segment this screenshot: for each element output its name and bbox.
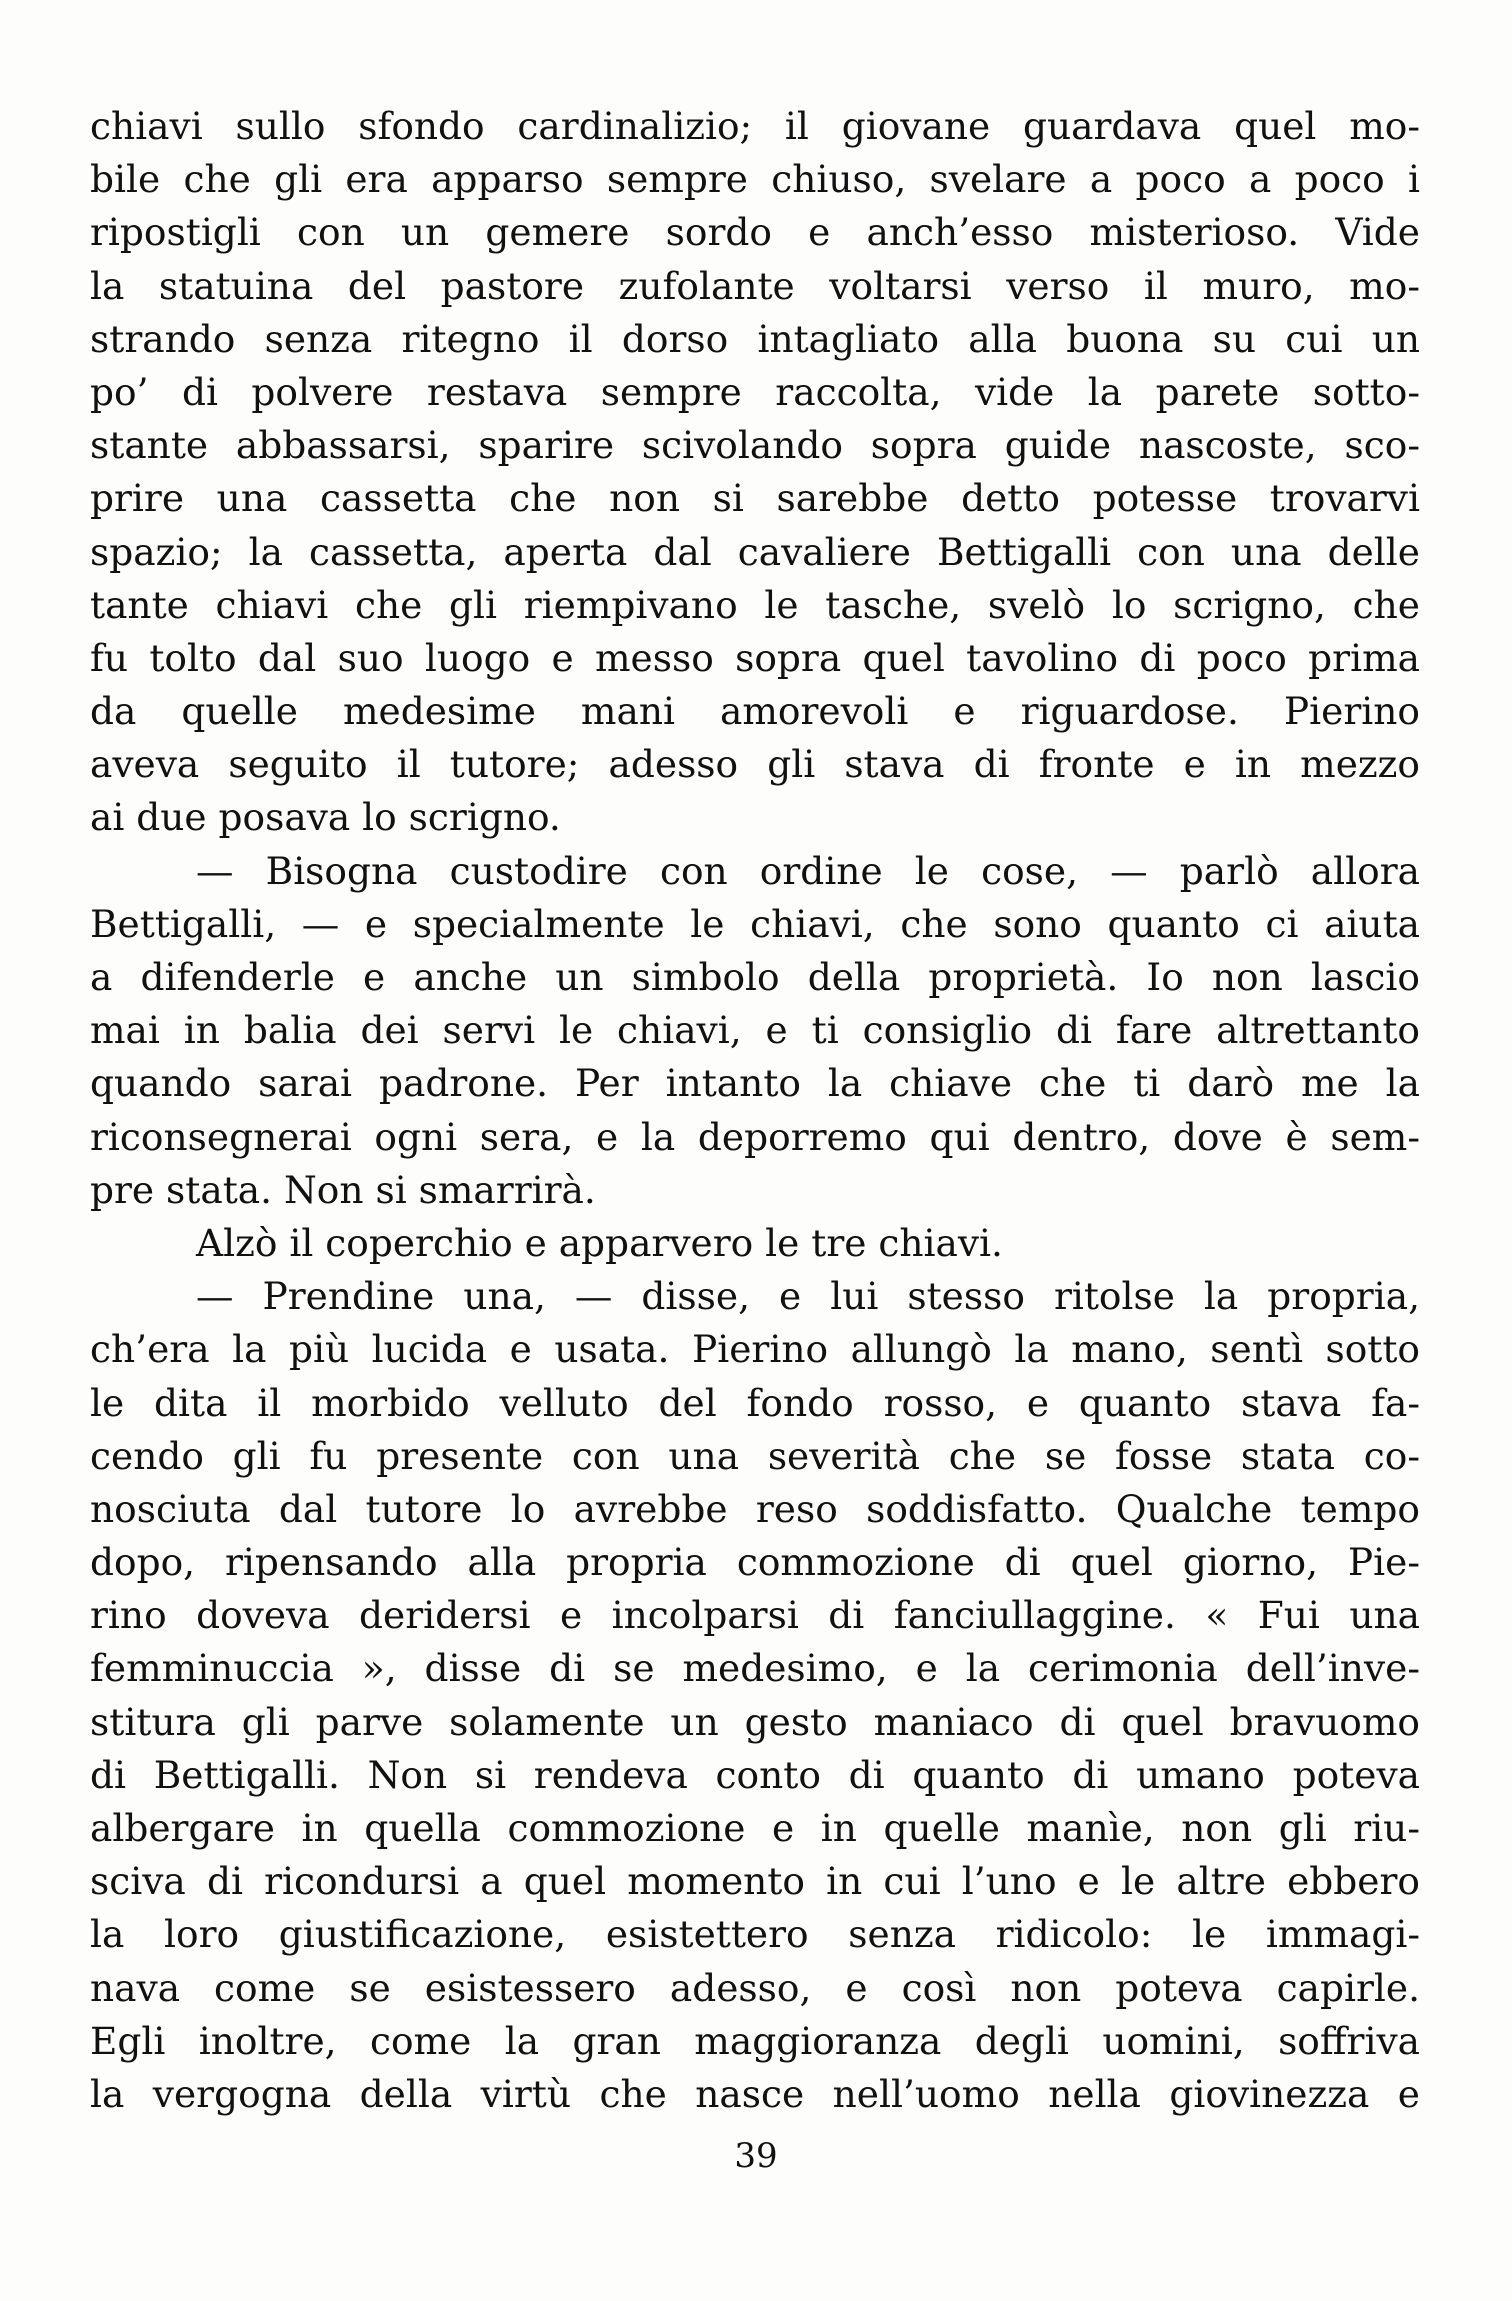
text-line: le dita il morbido velluto del fondo rosso, e quanto stava fa- [90, 1380, 1420, 1425]
text-line: a difenderle e anche un simbolo della proprietà. Io non lascio [90, 955, 1420, 999]
text-line: — Prendine una, — disse, e lui stesso ritolse la propria, [196, 1274, 1420, 1319]
text-line: sciva di ricondursi a quel momento in cui l’uno e le altre ebbero [90, 1859, 1420, 1904]
text-line: Alzò il coperchio e apparvero le tre chiavi. [196, 1220, 1003, 1265]
text-line: Bettigalli, — e specialmente le chiavi, che sono quanto ci aiuta [90, 901, 1420, 946]
text-line: aveva seguito il tutore; adesso gli stava di fronte e in mezzo [90, 742, 1420, 787]
text-line: albergare in quella commozione e in quelle manìe, non gli riu- [90, 1806, 1420, 1850]
text-line: la loro giustificazione, esistettero senza ridicolo: le immagi- [90, 1912, 1420, 1957]
text-line: la statuina del pastore zufolante voltarsi verso il muro, mo- [90, 263, 1420, 308]
text-line: fu tolto dal suo luogo e messo sopra quel tavolino di poco prima [90, 635, 1420, 680]
text-line: stante abbassarsi, sparire scivolando sopra guide nascoste, sco- [90, 423, 1420, 468]
text-line: quando sarai padrone. Per intanto la chiave che ti darò me la [90, 1061, 1420, 1106]
text-line: cendo gli fu presente con una severità che se fosse stata co- [90, 1433, 1420, 1478]
text-line: da quelle medesime mani amorevoli e riguardose. Pierino [90, 689, 1420, 734]
text-line: ripostigli con un gemere sordo e anch’esso misterioso. Vide [90, 210, 1420, 255]
text-line: di Bettigalli. Non si rendeva conto di quanto di umano poteva [90, 1752, 1420, 1797]
text-line: femminuccia », disse di se medesimo, e la cerimonia dell’inve- [90, 1646, 1420, 1691]
text-line: riconsegnerai ogni sera, e la deporremo qui dentro, dove è sem- [90, 1114, 1420, 1159]
text-line: nava come se esistessero adesso, e così non poteva capirle. [90, 1965, 1420, 2010]
text-line: po’ di polvere restava sempre raccolta, vide la parete sotto- [90, 369, 1420, 414]
text-line: ai due posava lo scrigno. [90, 795, 561, 840]
text-line: spazio; la cassetta, aperta dal cavaliere Bettigalli con una delle [90, 529, 1420, 574]
text-line: — Bisogna custodire con ordine le cose, — parlò allora [196, 848, 1420, 893]
text-line: la vergogna della virtù che nasce nell’uomo nella giovinezza e [90, 2071, 1420, 2116]
text-line: pre stata. Non si smarrirà. [90, 1167, 596, 1212]
text-line: nosciuta dal tutore lo avrebbe reso soddisfatto. Qualche tempo [90, 1486, 1420, 1531]
text-line: Egli inoltre, come la gran maggioranza degli uomini, soffriva [90, 2018, 1420, 2063]
text-line: ch’era la più lucida e usata. Pierino allungò la mano, sentì sotto [90, 1327, 1420, 1372]
text-line: chiavi sullo sfondo cardinalizio; il giovane guardava quel mo- [90, 104, 1420, 148]
text-line: bile che gli era apparso sempre chiuso, svelare a poco a poco i [90, 157, 1420, 202]
text-line: dopo, ripensando alla propria commozione di quel giorno, Pie- [90, 1540, 1420, 1585]
text-line: rino doveva deridersi e incolparsi di fanciullaggine. « Fui una [90, 1593, 1420, 1638]
page-number: 39 [734, 2136, 778, 2176]
text-line: mai in balia dei servi le chiavi, e ti consiglio di fare altrettanto [90, 1008, 1420, 1053]
text-line: tante chiavi che gli riempivano le tasche, svelò lo scrigno, che [90, 582, 1420, 627]
text-line: stitura gli parve solamente un gesto maniaco di quel bravuomo [90, 1699, 1420, 1744]
text-line: prire una cassetta che non si sarebbe detto potesse trovarvi [90, 476, 1420, 521]
text-line: strando senza ritegno il dorso intagliato alla buona su cui un [90, 316, 1420, 361]
body-text [90, 100, 1420, 2121]
